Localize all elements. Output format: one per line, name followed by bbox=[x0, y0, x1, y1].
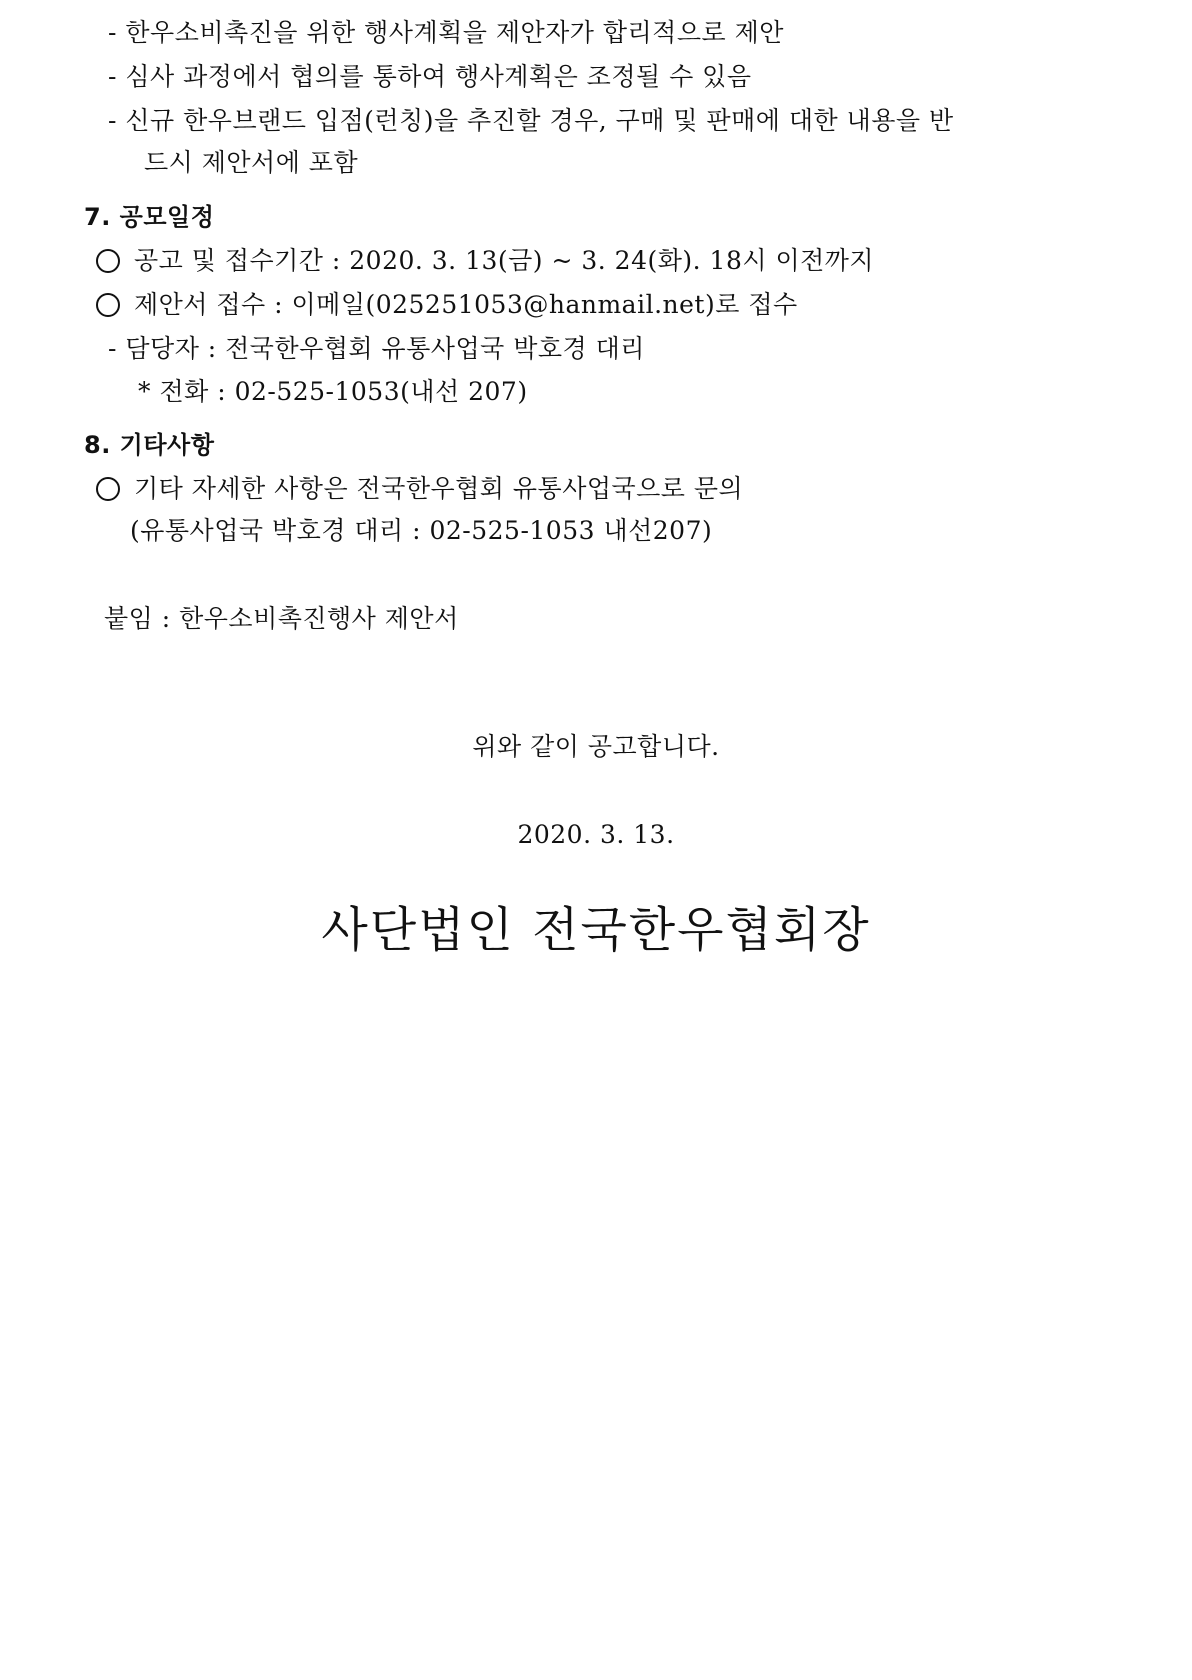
announcement-date: 2020. 3. 13. bbox=[517, 820, 675, 849]
organization-signature: 사단법인 전국한우협회장 bbox=[321, 902, 871, 958]
section7-phone: * 전화 : 02-525-1053(내선 207) bbox=[138, 377, 528, 406]
section8-inquiry-item bbox=[96, 474, 743, 504]
section8-inquiry-detail: (유통사업국 박호경 대리 : 02-525-1053 내선207) bbox=[130, 516, 713, 545]
section6-item-proposal: - 한우소비촉진을 위한 행사계획을 제안자가 합리적으로 제안 bbox=[108, 18, 784, 47]
section8-heading: 8. 기타사항 bbox=[84, 431, 215, 459]
section8-inquiry-text: 기타 자세한 사항은 전국한우협회 유통사업국으로 문의 bbox=[134, 474, 744, 503]
circle-bullet-icon bbox=[96, 249, 120, 273]
circle-bullet-icon bbox=[96, 293, 120, 317]
section7-period-item bbox=[96, 246, 874, 276]
circle-bullet-icon bbox=[96, 477, 120, 501]
section7-heading: 7. 공모일정 bbox=[84, 203, 215, 231]
section7-contact: - 담당자 : 전국한우협회 유통사업국 박호경 대리 bbox=[108, 334, 645, 363]
section7-period-text: 공고 및 접수기간 : 2020. 3. 13(금) ~ 3. 24(화). 18시 이전까지 bbox=[134, 246, 875, 275]
section6-item-adjustment: - 심사 과정에서 협의를 통하여 행사계획은 조정될 수 있음 bbox=[108, 62, 752, 91]
section7-submission-item bbox=[96, 290, 798, 320]
section6-item-new-brand: - 신규 한우브랜드 입점(런칭)을 추진할 경우, 구매 및 판매에 대한 내용을 반 bbox=[108, 106, 954, 135]
attachment-note: 붙임 : 한우소비촉진행사 제안서 bbox=[104, 604, 459, 633]
closing-statement: 위와 같이 공고합니다. bbox=[472, 732, 720, 761]
section6-item-new-brand-continued: 드시 제안서에 포함 bbox=[144, 148, 359, 177]
section7-submission-text: 제안서 접수 : 이메일(025251053@hanmail.net)로 접수 bbox=[134, 290, 798, 319]
